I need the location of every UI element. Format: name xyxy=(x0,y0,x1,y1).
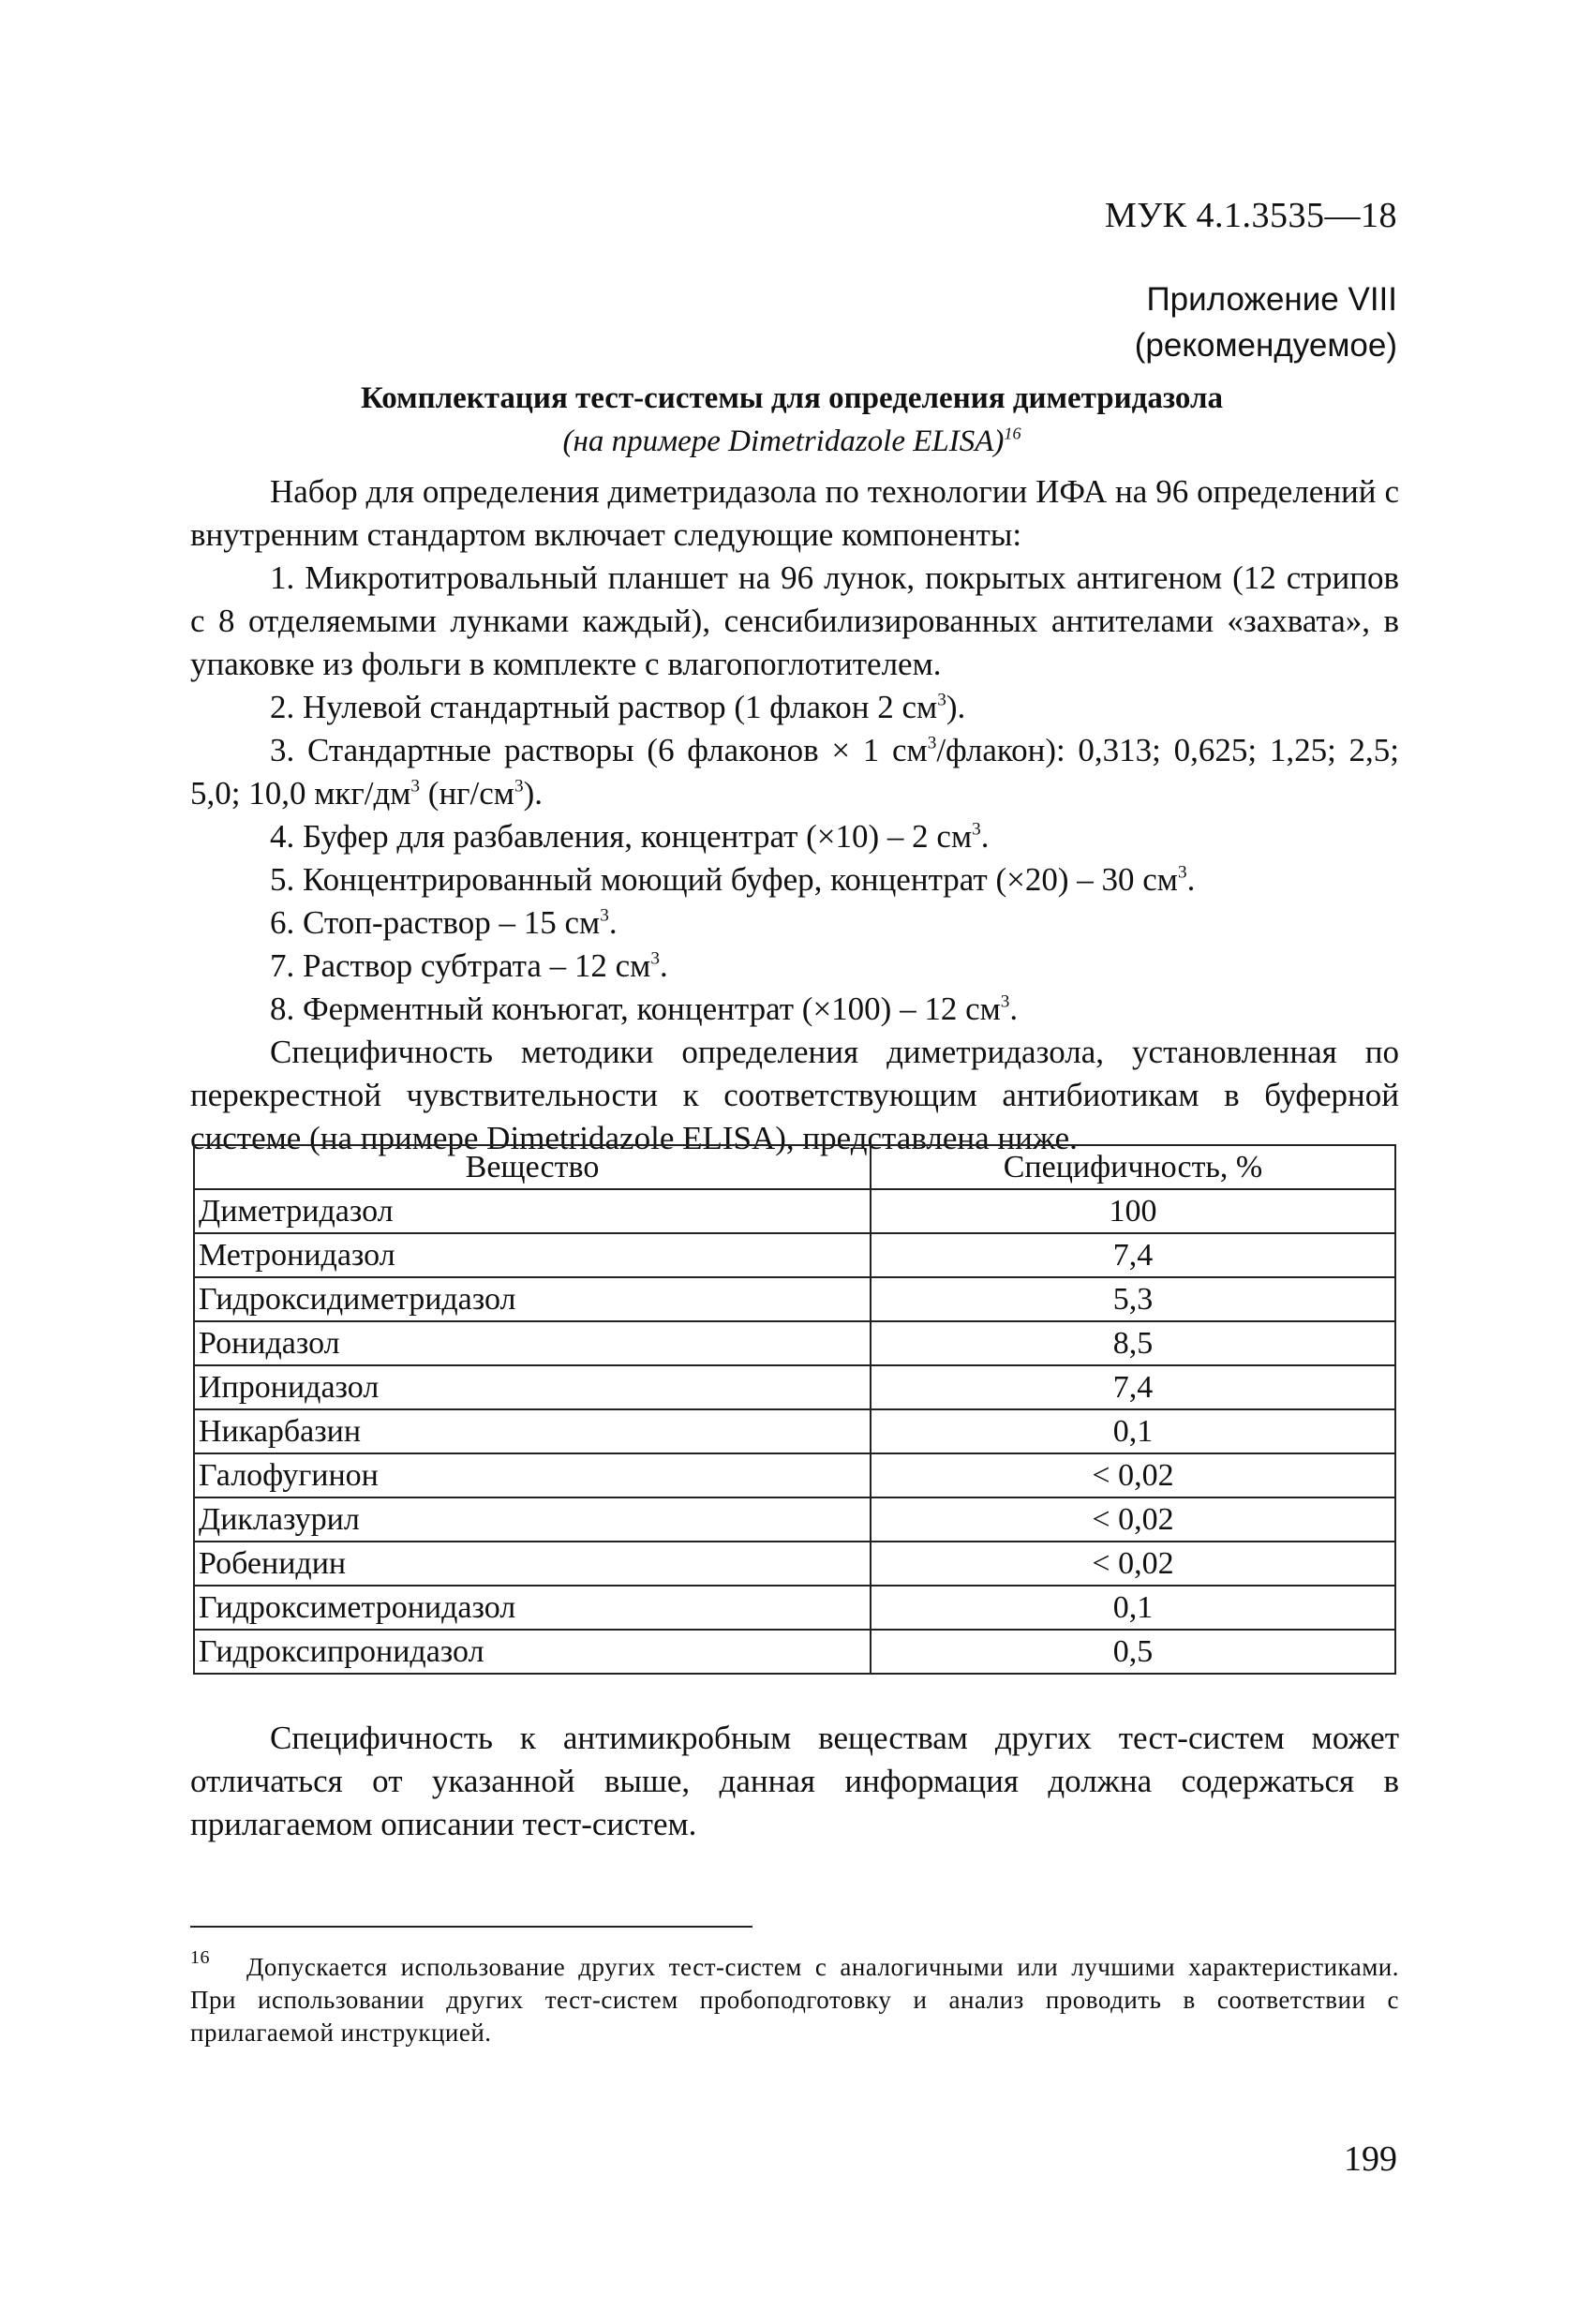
footnote xyxy=(190,1947,1399,2049)
specificity-cell: < 0,02 xyxy=(871,1497,1395,1542)
table-row xyxy=(194,1586,1395,1630)
table-header-row xyxy=(194,1145,1395,1189)
substance-cell: Никарбазин xyxy=(194,1409,871,1453)
appendix-label xyxy=(1135,276,1397,368)
substance-cell: Гидроксиметронидазол xyxy=(194,1586,871,1630)
specificity-cell: 7,4 xyxy=(871,1233,1395,1277)
specificity-cell: 8,5 xyxy=(871,1321,1395,1365)
substance-cell: Диклазурил xyxy=(194,1497,871,1542)
specificity-cell: 0,1 xyxy=(871,1409,1395,1453)
section-title: Комплектация тест-системы для определения диметридазола xyxy=(360,381,1223,415)
specificity-cell: 0,1 xyxy=(871,1586,1395,1630)
intro-paragraph: Набор для определения диметридазола по технологии ИФА на 96 определений с внутренним стандартом включает следующие компоненты: xyxy=(190,473,1399,553)
table-row xyxy=(194,1365,1395,1409)
closing-text xyxy=(190,1717,1399,1846)
closing-paragraph: Специфичность к антимикробным веществам других тест-систем может отличаться от указанной выше, данная информация должна содержаться в прилагаемом описании тест-систем. xyxy=(190,1720,1399,1842)
column-header-substance: Вещество xyxy=(194,1145,871,1189)
table-row xyxy=(194,1630,1395,1674)
specificity-cell: 0,5 xyxy=(871,1630,1395,1674)
substance-cell: Ронидазол xyxy=(194,1321,871,1365)
section-subtitle xyxy=(187,420,1396,463)
component-item-6: 6. Стоп-раствор – 15 $см^3$. xyxy=(270,904,618,941)
column-header-specificity: Специфичность, % xyxy=(871,1145,1395,1189)
component-item-2: 2. Нулевой стандартный раствор (1 флакон 2 $см^3$). xyxy=(270,689,966,725)
substance-cell: Гидроксипронидазол xyxy=(194,1630,871,1674)
substance-cell: Робенидин xyxy=(194,1542,871,1586)
specificity-intro: Специфичность методики определения диметридазола, установленная по перекрестной чувствительности к соответствующим антибиотикам в буферной системе (на примере Dimetridazole ELISA), представлена ниже. xyxy=(190,1034,1399,1156)
section-title-block xyxy=(187,377,1396,463)
substance-cell: Диметридазол xyxy=(194,1189,871,1233)
component-item-8: 8. Ферментный конъюгат, концентрат (×100) – 12 $см^3$. xyxy=(270,991,1019,1027)
footnote-text: Допускается использование других тест-систем с аналогичными или лучшими характеристиками. При использовании других тест-систем пробоподготовку и анализ проводить в соответствии с прилагаемой инструкцией. xyxy=(190,1953,1399,2047)
specificity-cell: < 0,02 xyxy=(871,1542,1395,1586)
appendix-status: (рекомендуемое) xyxy=(1134,327,1397,364)
table-row xyxy=(194,1277,1395,1321)
table-row xyxy=(194,1453,1395,1497)
substance-cell: Метронидазол xyxy=(194,1233,871,1277)
table-row xyxy=(194,1233,1395,1277)
table-row xyxy=(194,1497,1395,1542)
subtitle-text: (на примере Dimetridazole ELISA) xyxy=(562,425,1005,458)
substance-cell: Гидроксидиметридазол xyxy=(194,1277,871,1321)
specificity-cell: 7,4 xyxy=(871,1365,1395,1409)
footnote-divider xyxy=(190,1926,752,1928)
appendix-number: Приложение VIII xyxy=(1146,281,1397,318)
table-row xyxy=(194,1409,1395,1453)
substance-cell: Ипронидазол xyxy=(194,1365,871,1409)
table-row xyxy=(194,1189,1395,1233)
component-item-7: 7. Раствор субтрата – 12 $см^3$. xyxy=(270,947,668,984)
substance-cell: Галофугинон xyxy=(194,1453,871,1497)
component-item-4: 4. Буфер для разбавления, концентрат (×10) – 2 $см^3$. xyxy=(270,818,990,855)
component-item-3: 3. Стандартные растворы (6 флаконов × 1 $см^3/флакон$): 0,313; 0,625; 1,25; 2,5; 5,0; 10,0 мкг/$дм^3$ $(нг/см^3)$. xyxy=(190,732,1399,812)
specificity-cell: 100 xyxy=(871,1189,1395,1233)
table-row xyxy=(194,1542,1395,1586)
component-item-1: 1. Микротитровальный планшет на 96 лунок, покрытых антигеном (12 стрипов с 8 отделяемыми лунками каждый), сенсибилизированных антителами «захвата», в упаковке из фольги в комплекте с влагопоглотителем. xyxy=(190,559,1399,682)
document-code: МУК 4.1.3535—18 xyxy=(1104,196,1397,235)
table-row xyxy=(194,1321,1395,1365)
specificity-table xyxy=(193,1144,1396,1675)
specificity-cell: < 0,02 xyxy=(871,1453,1395,1497)
specificity-cell: 5,3 xyxy=(871,1277,1395,1321)
page-number: 199 xyxy=(1344,2139,1397,2179)
component-item-5: 5. Концентрированный моющий буфер, концентрат (×20) – 30 $см^3$. xyxy=(270,861,1196,898)
body-text xyxy=(190,470,1399,1160)
footnote-reference: 16 xyxy=(1004,424,1021,443)
footnote-number: 16 xyxy=(190,1947,210,1968)
